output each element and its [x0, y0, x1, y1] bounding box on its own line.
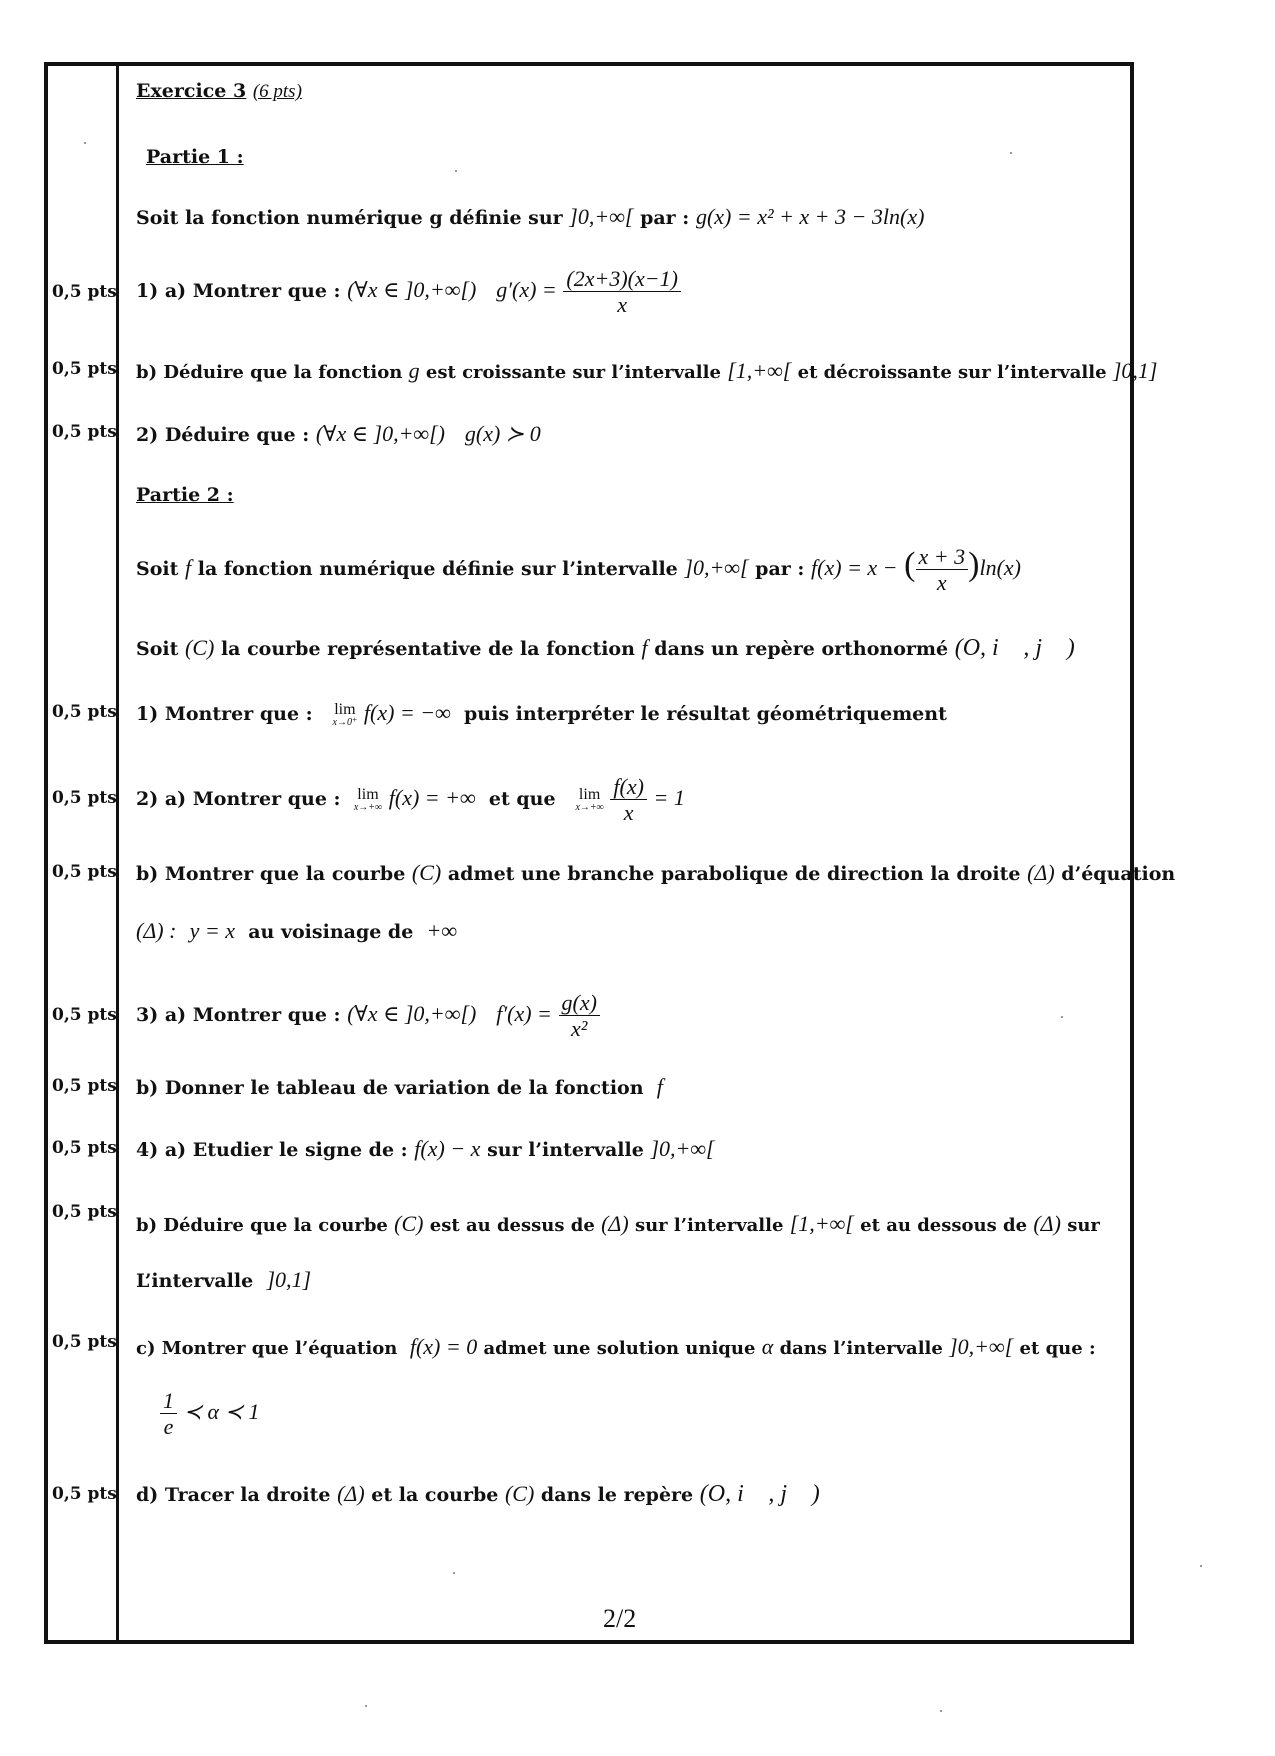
scan-speck: [1010, 152, 1012, 154]
question-p2-4c: c) Montrer que l’équation f(x) = 0 admet une solution unique α dans l’intervalle ]0,+∞[ et que :: [136, 1334, 1096, 1359]
question-p1-2: 2) Déduire que : (∀x ∈ ]0,+∞[) g(x) ≻ 0: [136, 421, 541, 446]
question-p2-1: 1) Montrer que : lim x→0⁺ f(x) = −∞ puis interpréter le résultat géométriquement: [136, 700, 947, 728]
curve-definition: Soit (C) la courbe représentative de la fonction f dans un repère orthonormé (O, i⃗ , j⃗ ): [136, 635, 1075, 661]
fraction: $\frac{1}{e}$: [160, 1388, 177, 1440]
scan-speck: [84, 142, 86, 144]
points-p2-q4c: 0,5 pts: [52, 1332, 117, 1352]
limit: lim x→+∞: [575, 785, 604, 813]
question-p2-2b-line2: (Δ) : y = x au voisinage de +∞: [136, 918, 458, 943]
fraction: $\frac{(2x+3)(x-1)}{x}$: [563, 266, 681, 318]
scan-speck: [1061, 1016, 1063, 1018]
limit: lim x→0⁺: [332, 701, 358, 728]
scan-speck: [940, 1710, 942, 1712]
points-p1-q2: 0,5 pts: [52, 422, 117, 442]
scan-speck: [453, 1572, 455, 1574]
limit: lim x→+∞: [353, 785, 383, 813]
question-p2-4b-line2: L’intervalle ]0,1]: [136, 1267, 312, 1292]
question-p2-3b: b) Donner le tableau de variation de la fonction f: [136, 1074, 663, 1099]
part1-definition: Soit la fonction numérique g définie sur ]0,+∞[ par : g(x) = x² + x + 3 − 3ln(x): [136, 204, 925, 229]
scan-speck: [1200, 1565, 1202, 1567]
exercise-points: (6 pts): [252, 81, 302, 102]
fraction: $\frac{f(x)}{x}$: [610, 774, 647, 826]
page-number: 2/2: [603, 1604, 637, 1633]
exercise-title: Exercice 3: [136, 80, 247, 102]
scan-speck: [455, 170, 457, 172]
question-p2-2b: b) Montrer que la courbe (C) admet une branche parabolique de direction la droite (Δ) d’équation: [136, 860, 1176, 885]
exercise-header: [136, 80, 302, 103]
question-p2-2a: 2) a) Montrer que : lim x→+∞ f(x) = +∞ et que lim x→+∞ $\frac{f(x)}{x}$ = 1: [136, 774, 685, 826]
question-p2-4b: b) Déduire que la courbe (C) est au dessus de (Δ) sur l’intervalle [1,+∞[ et au dessous de (Δ) sur: [136, 1211, 1100, 1236]
points-p2-q2b: 0,5 pts: [52, 862, 117, 882]
question-p2-4a: 4) a) Etudier le signe de : f(x) − x sur l’intervalle ]0,+∞[: [136, 1136, 715, 1161]
question-p1-1b: b) Déduire que la fonction g est croissante sur l’intervalle [1,+∞[ et décroissante sur l’intervalle ]0,1]: [136, 358, 1158, 383]
points-p2-q3a: 0,5 pts: [52, 1005, 117, 1025]
points-p2-q1: 0,5 pts: [52, 702, 117, 722]
points-p2-q4b: 0,5 pts: [52, 1202, 117, 1222]
question-p1-1a: 1) a) Montrer que : (∀x ∈ ]0,+∞[) g′(x) = $\frac{(2x+3)(x-1)}{x}$: [136, 266, 681, 318]
part2-definition: Soit f la fonction numérique définie sur l’intervalle ]0,+∞[ par : f(x) = x − ( $\frac{x + 3}{x}$ )ln(x): [136, 544, 1021, 596]
part1-title: Partie 1 :: [146, 146, 244, 168]
question-p2-4c-inequality: $\frac{1}{e}$ ≺ α ≺ 1: [160, 1388, 260, 1440]
points-p2-q2a: 0,5 pts: [52, 788, 117, 808]
fraction: $\frac{x + 3}{x}$: [916, 544, 969, 596]
points-p2-q4d: 0,5 pts: [52, 1484, 117, 1504]
scan-speck: [365, 1705, 367, 1707]
question-p2-3a: 3) a) Montrer que : (∀x ∈ ]0,+∞[) f′(x) = $\frac{g(x)}{\text{x²}}$: [136, 990, 600, 1042]
part2-title: Partie 2 :: [136, 484, 234, 506]
points-p2-q4a: 0,5 pts: [52, 1138, 117, 1158]
fraction: $\frac{g(x)}{\text{x²}}$: [559, 990, 600, 1042]
points-p2-q3b: 0,5 pts: [52, 1076, 117, 1096]
points-p1-q1a: 0,5 pts: [52, 282, 117, 302]
question-p2-4d: d) Tracer la droite (Δ) et la courbe (C) dans le repère (O, i⃗ , j⃗ ): [136, 1481, 820, 1507]
points-p1-q1b: 0,5 pts: [52, 359, 117, 379]
